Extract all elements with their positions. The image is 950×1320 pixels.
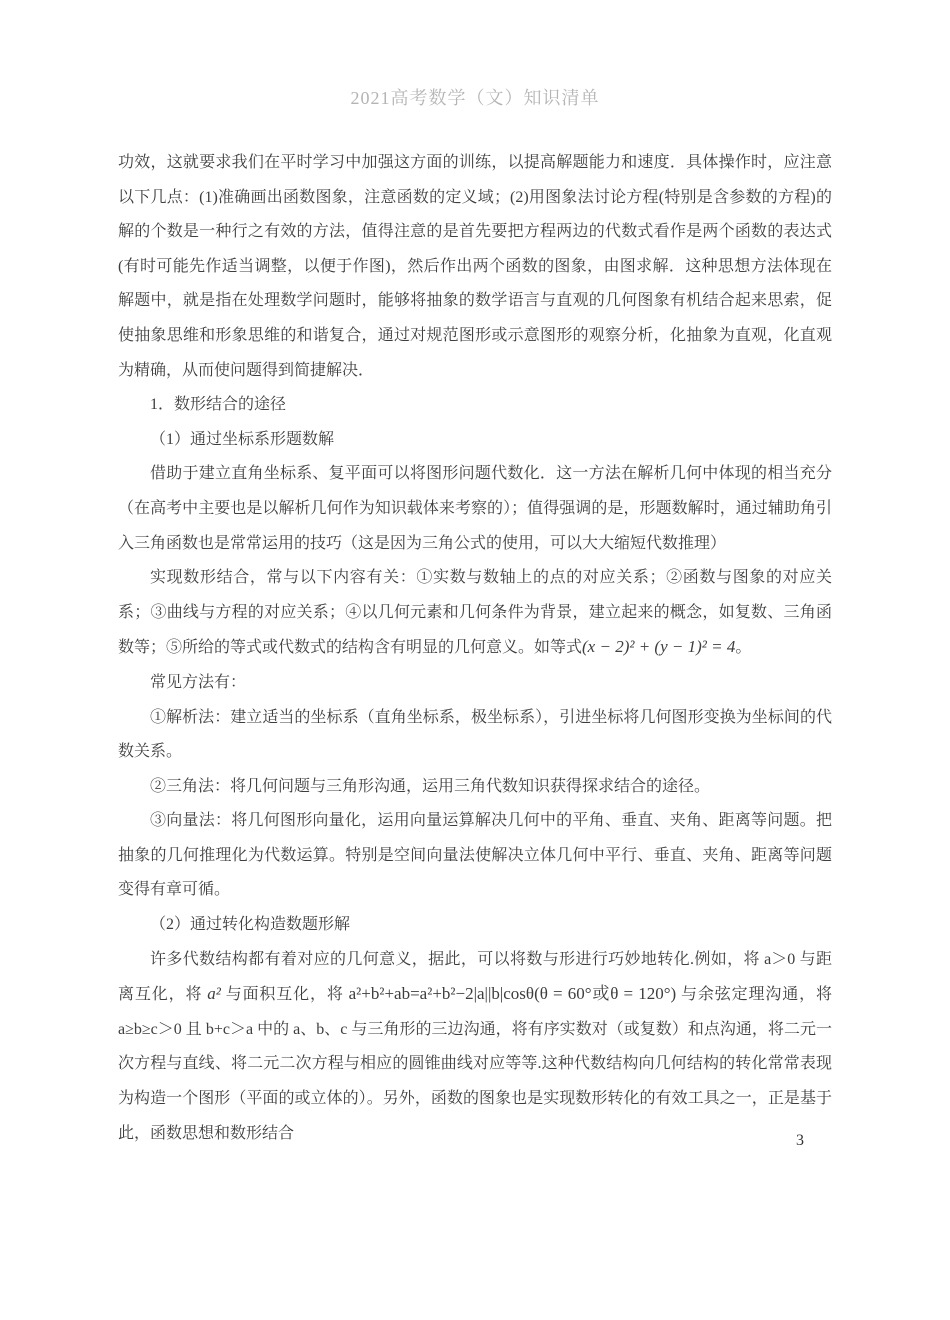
method-analytic-paragraph: ①解析法：建立适当的坐标系（直角坐标系，极坐标系），引进坐标将几何图形变换为坐标间的代数关系。: [118, 708, 832, 761]
transform-paragraph-text: 许多代数结构都有着对应的几何意义，据此，可以将数与形进行巧妙地转化.例如，将 a＞0 与距离互化，将: [118, 950, 832, 1004]
contents-paragraph: [118, 561, 832, 666]
circle-equation-formula: (x − 2)² + (y − 1)² = 4: [582, 637, 736, 657]
document-body: [118, 146, 832, 1151]
contents-paragraph-tail: 。: [735, 639, 752, 657]
method-triangle-paragraph: ②三角法：将几何问题与三角形沟通，运用三角代数知识获得探求结合的途径。: [150, 777, 711, 795]
a-squared-formula: a²: [207, 984, 221, 1004]
contents-paragraph-text: 实现数形结合，常与以下内容有关：①实数与数轴上的点的对应关系；②函数与图象的对应关系；③曲线与方程的对应关系；④以几何元素和几何条件为背景，建立起来的概念，如复数、三角函数等；⑤所给的等式或代数式的结构含有明显的几何意义。如等式: [118, 569, 832, 657]
cosine-rule-formula: a²+b²+ab=a²+b²−2|a||b|cosθ(θ = 60°或θ = 120°): [348, 984, 677, 1004]
page-number: 3: [796, 1132, 804, 1149]
transform-paragraph-mid: 与面积互化，将: [220, 986, 349, 1004]
transform-paragraph-tail: 与余弦定理沟通，将 a≥b≥c＞0 且 b+c＞a 中的 a、b、c 与三角形的三边沟通，将有序实数对（或复数）和点沟通，将二元一次方程与直线、将二元二次方程与相应的圆锥曲线对应等等.这种代数结构向几何结构的转化常常表现为构造一个图形（平面的或立体的）。另外，函数的图象也是实现数形转化的有效工具之一，正是基于此，函数思想和数形结合: [118, 986, 832, 1142]
section-1-heading: 1．数形结合的途径: [150, 396, 287, 414]
intro-paragraph: 功效，这就要求我们在平时学习中加强这方面的训练，以提高解题能力和速度．具体操作时，应注意以下几点：(1)准确画出函数图象，注意函数的定义域；(2)用图象法讨论方程(特别是含参数的方程)的解的个数是一种行之有效的方法，值得注意的是首先要把方程两边的代数式看作是两个函数的表达式(有时可能先作适当调整，以便于作图)，然后作出两个函数的图象，由图求解．这种思想方法体现在解题中，就是指在处理数学问题时，能够将抽象的数学语言与直观的几何图象有机结合起来思索，促使抽象思维和形象思维的和谐复合，通过对规范图形或示意图形的观察分析，化抽象为直观，化直观为精确，从而使问题得到简捷解决．: [118, 154, 832, 379]
subsection-1-1-heading: （1）通过坐标系形题数解: [150, 430, 335, 448]
methods-label: 常见方法有：: [150, 673, 247, 691]
page-header-title: 2021高考数学（文）知识清单: [350, 88, 600, 108]
coordinate-paragraph: 借助于建立直角坐标系、复平面可以将图形问题代数化．这一方法在解析几何中体现的相当充分（在高考中主要也是以解析几何作为知识载体来考察的）；值得强调的是，形题数解时，通过辅助角引入三角函数也是常常运用的技巧（这是因为三角公式的使用，可以大大缩短代数推理）: [118, 465, 832, 552]
method-vector-paragraph: ③向量法：将几何图形向量化，运用向量运算解决几何中的平角、垂直、夹角、距离等问题。把抽象的几何推理化为代数运算。特别是空间向量法使解决立体几何中平行、垂直、夹角、距离等问题变得有章可循。: [118, 812, 832, 899]
subsection-1-2-heading: （2）通过转化构造数题形解: [150, 916, 351, 934]
transform-paragraph: [118, 943, 832, 1152]
